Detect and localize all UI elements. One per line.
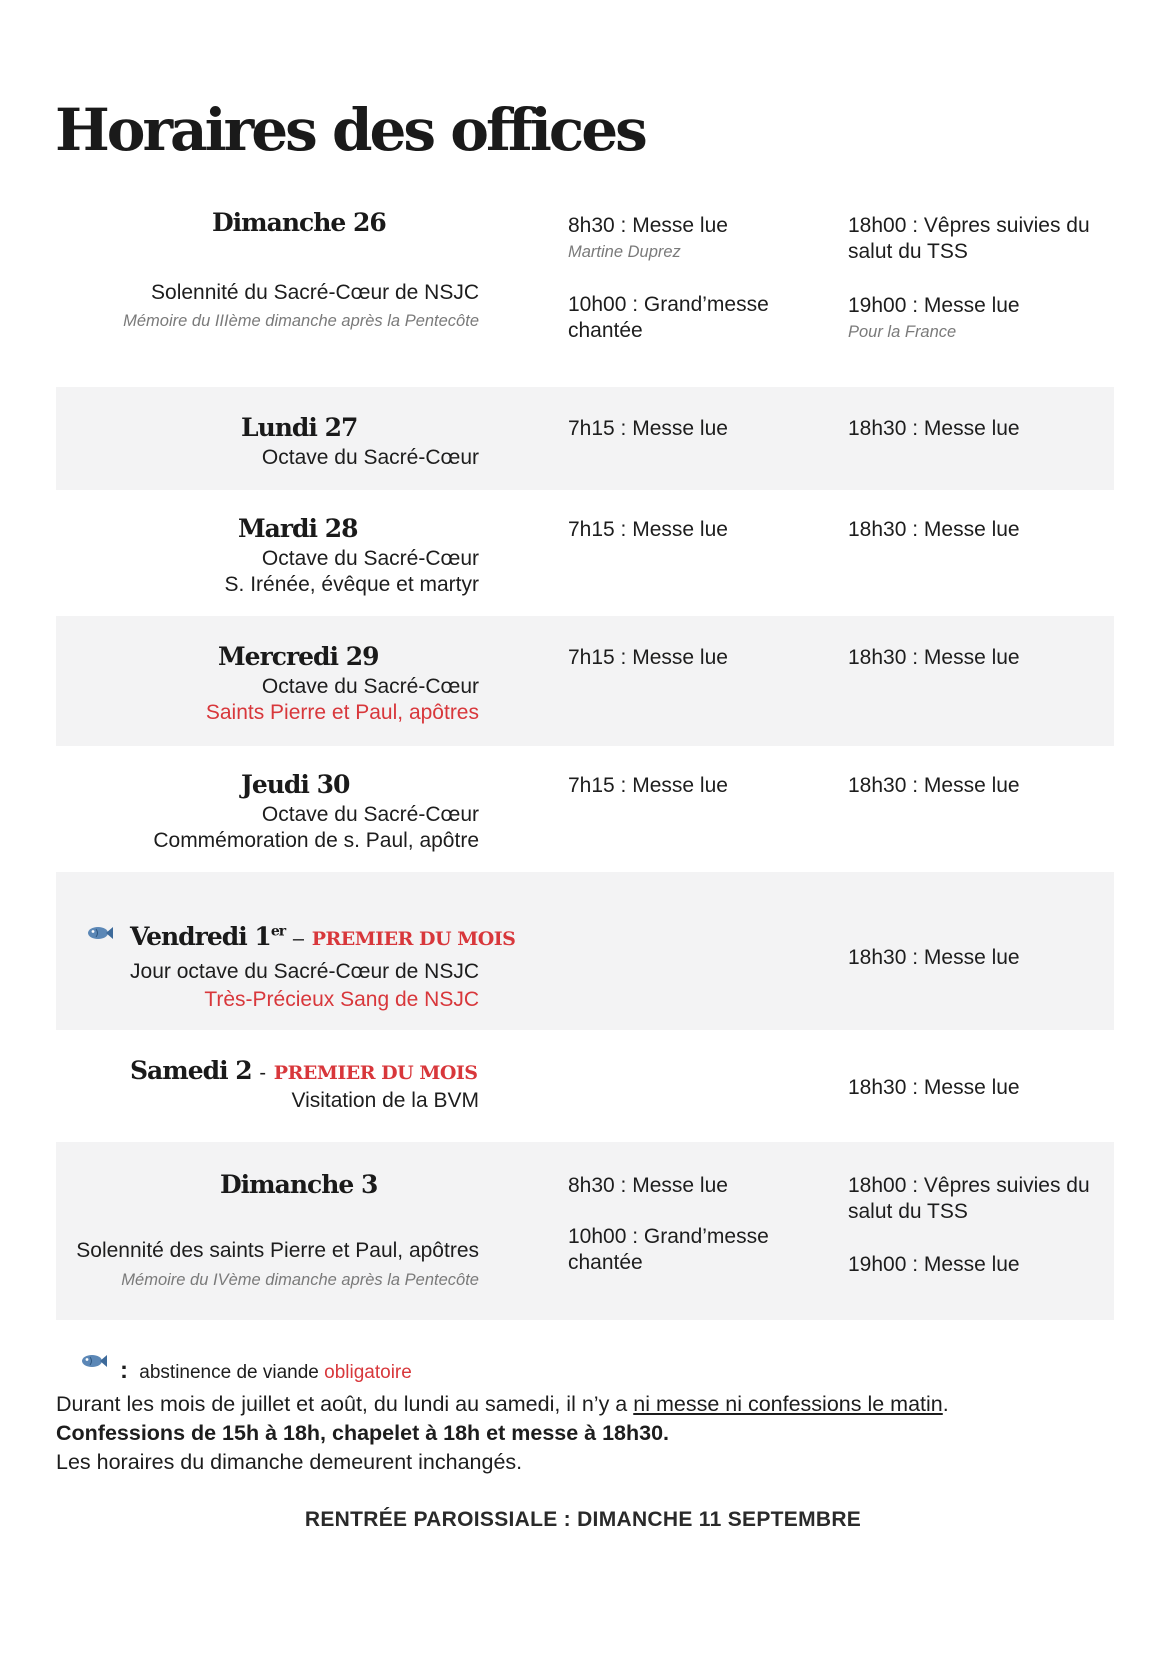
day-label [130,1056,478,1085]
service-time-cont: salut du TSS [848,240,968,263]
premier-du-mois-label: PREMIER DU MOIS [311,928,516,950]
day-row-dimanche-3 [56,1142,1114,1320]
page-title: Horaires des offices [55,96,645,164]
service-time: 19h00 : Messe lue [848,294,1020,317]
premier-du-mois-label: PREMIER DU MOIS [273,1062,478,1084]
feast-line: Octave du Sacré-Cœur [261,446,479,469]
feast-line-red: Très-Précieux Sang de NSJC [204,988,479,1011]
fish-icon [80,1352,108,1370]
day-label [130,922,515,951]
day-name: Vendredi 1 [130,922,271,951]
feast-line: S. Irénée, évêque et martyr [224,573,479,596]
service-time: 18h00 : Vêpres suivies du [848,1174,1090,1197]
notice-text: Durant les mois de juillet et août, du lundi au samedi, il n’y a [56,1392,628,1416]
service-time-cont: chantée [568,1251,643,1274]
service-time: 18h30 : Messe lue [848,518,1020,541]
service-time-cont: salut du TSS [848,1200,968,1223]
feast-line: Octave du Sacré-Cœur [261,547,479,570]
notice-line-1 [56,1392,949,1417]
legend-emphasis: obligatoire [324,1362,412,1383]
day-row-jeudi-30 [56,746,1114,872]
service-time: 18h30 : Messe lue [848,646,1020,669]
memoire-line: Mémoire du IIIème dimanche après la Pentecôte [123,312,479,330]
service-time: 7h15 : Messe lue [568,774,728,797]
feast-line: Visitation de la BVM [291,1089,479,1112]
rentree-announcement: RENTRÉE PAROISSIALE : DIMANCHE 11 SEPTEMBRE [304,1508,862,1531]
day-label: Dimanche 26 [212,208,386,237]
feast-line: Octave du Sacré-Cœur [261,675,479,698]
notice-line-2: Confessions de 15h à 18h, chapelet à 18h et messe à 18h30. [56,1421,670,1445]
service-time: 18h30 : Messe lue [848,1076,1020,1099]
fish-icon [86,924,114,942]
separator-dash: – [292,928,304,950]
service-time: 19h00 : Messe lue [848,1253,1020,1276]
service-time: 18h30 : Messe lue [848,774,1020,797]
separator-dash: - [259,1062,267,1084]
feast-line: Solennité des saints Pierre et Paul, apôtres [76,1239,479,1262]
legend-colon: : [120,1357,128,1384]
feast-line: Jour octave du Sacré-Cœur de NSJC [130,960,479,983]
day-label: Mardi 28 [238,514,358,543]
service-time: 18h30 : Messe lue [848,417,1020,440]
service-time: 7h15 : Messe lue [568,646,728,669]
day-label: Mercredi 29 [218,642,379,671]
feast-line: Octave du Sacré-Cœur [261,803,479,826]
service-time: 18h00 : Vêpres suivies du [848,214,1090,237]
service-time: 7h15 : Messe lue [568,417,728,440]
day-row-lundi-27 [56,387,1114,490]
service-time-cont: chantée [568,319,643,342]
service-time: 18h30 : Messe lue [848,946,1020,969]
feast-line-red: Saints Pierre et Paul, apôtres [205,701,479,724]
feast-line: Commémoration de s. Paul, apôtre [153,829,479,852]
day-row-mercredi-29 [56,616,1114,746]
service-note: Pour la France [848,323,957,341]
day-label: Lundi 27 [241,413,358,442]
service-time: 7h15 : Messe lue [568,518,728,541]
service-time: 8h30 : Messe lue [568,214,728,237]
legend-text: abstinence de viande [139,1362,319,1383]
legend [120,1357,412,1385]
day-row-vendredi-1 [56,872,1114,1030]
day-row-dimanche-26 [56,190,1114,380]
memoire-line: Mémoire du IVème dimanche après la Pentecôte [121,1271,479,1289]
service-time: 10h00 : Grand’messe [568,293,769,316]
feast-line: Solennité du Sacré-Cœur de NSJC [151,281,479,304]
day-row-samedi-2 [56,1030,1114,1142]
notice-line-3: Les horaires du dimanche demeurent inchangés. [56,1450,523,1474]
service-note: Martine Duprez [568,243,681,261]
notice-period: . [942,1392,949,1416]
day-name: Samedi 2 [130,1056,252,1085]
service-time: 10h00 : Grand’messe [568,1225,769,1248]
day-label: Dimanche 3 [220,1170,378,1199]
service-time: 8h30 : Messe lue [568,1174,728,1197]
day-label: Jeudi 30 [241,770,350,799]
day-superscript: er [270,923,286,940]
day-row-mardi-28 [56,490,1114,616]
notice-underlined: ni messe ni confessions le matin [633,1392,943,1416]
